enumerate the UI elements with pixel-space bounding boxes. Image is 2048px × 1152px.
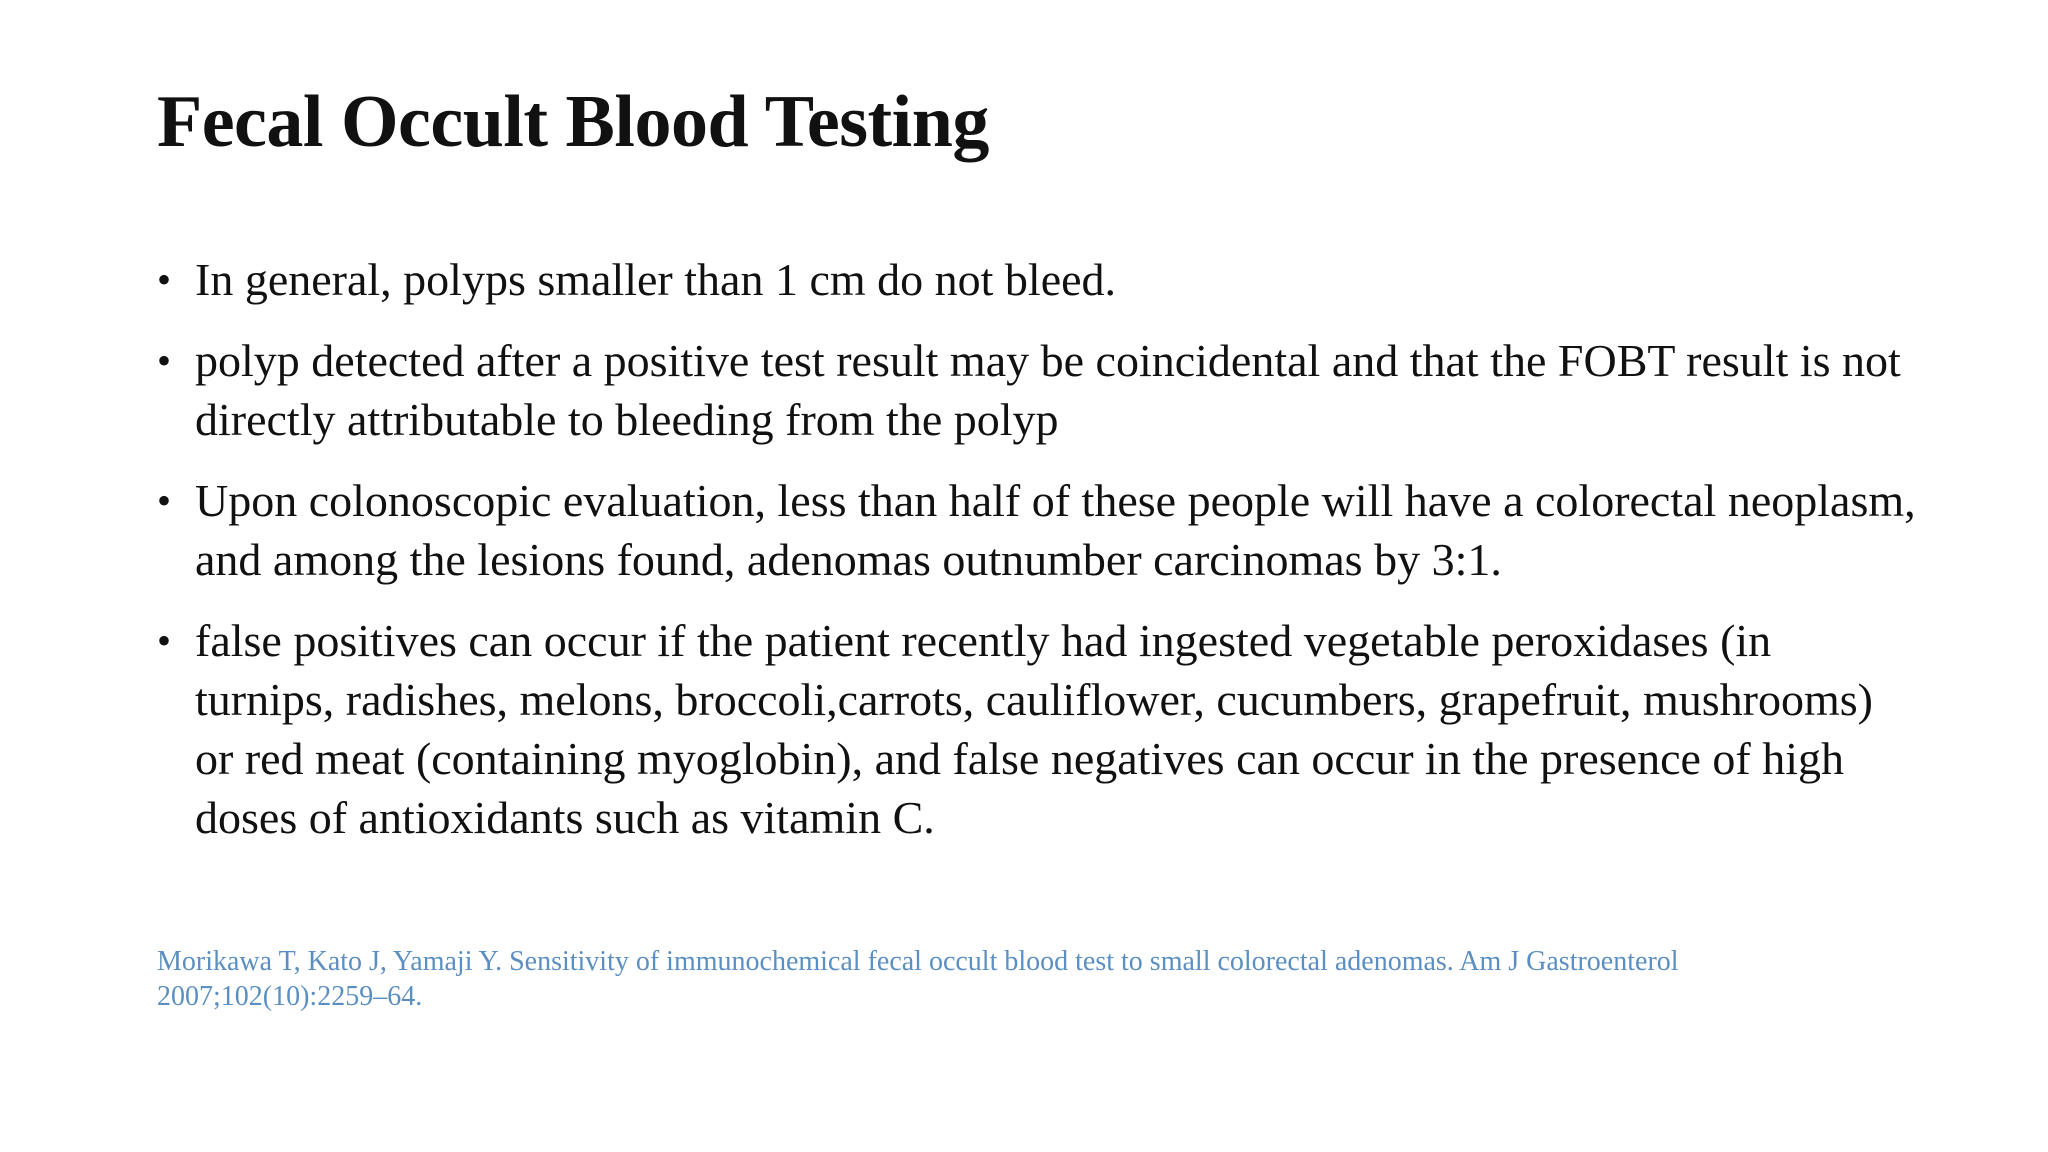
citation-reference: Morikawa T, Kato J, Yamaji Y. Sensitivity of immunochemical fecal occult blood test to small colorectal adenomas. Am J Gastroenterol 2007;102(10):2259–64. [157,946,1679,1012]
bullet-icon: • [157,257,172,302]
bullet-icon: • [157,618,172,663]
bullet-text: polyp detected after a positive test result may be coincidental and that the FOBT result is not directly attributable to bleeding from the polyp [195,335,1901,445]
bullet-text: Upon colonoscopic evaluation, less than half of these people will have a colorectal neoplasm, and among the lesions found, adenomas outnumber carcinomas by 3:1. [195,475,1916,585]
bullet-list [157,250,1917,869]
slide-title: Fecal Occult Blood Testing [157,81,989,163]
bullet-icon: • [157,338,172,383]
bullet-item [157,611,1917,847]
bullet-text: In general, polyps smaller than 1 cm do not bleed. [195,254,1117,305]
bullet-item [157,250,1917,309]
bullet-item [157,471,1917,589]
bullet-icon: • [157,478,172,523]
bullet-item [157,331,1917,449]
bullet-text: false positives can occur if the patient recently had ingested vegetable peroxidases (in turnips, radishes, melons, broccoli,carrots, cauliflower, cucumbers, grapefruit, mushrooms) or red meat (containing myoglobin), and false negatives can occur in the presence of high doses of antioxidants such as vitamin C. [195,615,1873,843]
